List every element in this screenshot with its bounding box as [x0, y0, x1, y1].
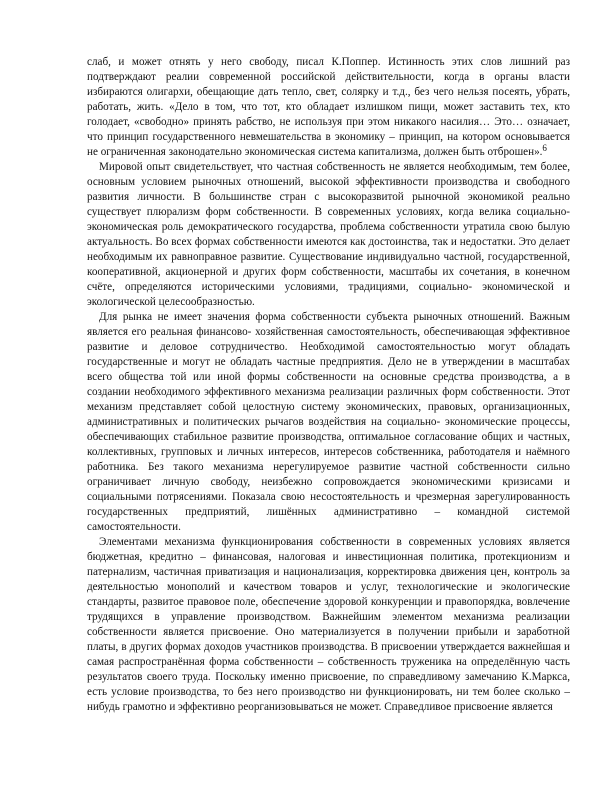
footnote-marker[interactable]: 6 — [542, 143, 547, 153]
paragraph-2: Мировой опыт свидетельствует, что частная собственность не является необходимым, тем более, основным условием рыночных отношений, высокой эффективности производства и свободного развития личности. В большинстве стран с высокоразвитой рыночной экономикой реально существует плюрализм форм собственности. В современных условиях, когда велика социально-экономическая роль демократического государства, проблема собственности утратила свою былую актуальность. Во всех формах собственности имеются как достоинства, так и недостатки. Это делает необходимым их равноправное развитие. Существование индивидуально частной, государственной, кооперативной, акционерной и других форм собственности, масштабы их сочетания, в конечном счёте, определяются историческими условиями, традициями, социально- экономической и экологической целесообразностью. — [87, 161, 570, 308]
paragraph-4: Элементами механизма функционирования собственности в современных условиях является бюджетная, кредитно – финансовая, налоговая и инвестиционная политика, протекционизм и патернализм, частичная приватизация и национализация, корректировка движения цен, контроль за деятельностью монополий и качеством товаров и услуг, технологические и экологические стандарты, развитое правовое поле, обеспечение здоровой конкуренции и правопорядка, вовлечение трудящихся в управление производством. Важнейшим элементом механизма реализации собственности является присвоение. Оно материализуется в получении прибыли и заработной платы, в других формах доходов участников производства. В присвоении утверждается важнейшая и самая распространённая форма собственности – собственность труженика на определённую часть результатов своего труда. Поскольку именно присвоение, по справедливому замечанию К.Маркса, есть условие производства, то без него производство ни функционировать, ни тем более сколько – нибудь грамотно и эффективно реорганизовываться не может. Справедливое присвоение является — [87, 536, 570, 713]
paragraph-1-text: слаб, и может отнять у него свободу, писал К.Поппер. Истинность этих слов лишний раз подтверждают реалии современной российской действительности, когда в органы власти избираются олигархи, обещающие дать тепло, свет, солярку и т.д., без чего нельзя посеять, убрать, работать, жить. «Дело в том, что тот, кто обладает излишком пищи, может заставить тех, кто голодает, «свободно» принять рабство, не используя при этом никакого насилия… Это… означает, что принцип государственного невмешательства в экономику – принцип, на котором основывается не ограниченная законодательно экономическая система капитализма, должен быть отброшен». — [87, 56, 570, 158]
paragraph-3: Для рынка не имеет значения форма собственности субъекта рыночных отношений. Важным является его реальная финансово- хозяйственная самостоятельность, обеспечивающая эффективное развитие и деловое сотрудничество. Необходимой самостоятельностью могут обладать государственные и могут не обладать частные предприятия. Дело не в утверждении в масштабах всего общества той или иной формы собственности на основные средства производства, а в создании необходимого эффективного механизма реализации различных форм собственности. Этот механизм представляет собой целостную систему экономических, правовых, организационных, административных и политических рычагов воздействия на социально- экономические процессы, обеспечивающих стабильное развитие производства, оптимальное согласование общих и частных, коллективных, групповых и личных интересов, интересов собственника, работодателя и наёмного работника. Без такого механизма нерегулируемое развитие частной собственности сильно ограничивает личную свободу, неизбежно сопровождается экономическими кризисами и социальными потрясениями. Показала свою несостоятельность и чрезмерная зарегулированность государственных предприятий, лишённых административно – командной системой самостоятельности. — [87, 311, 570, 533]
paragraph-1 — [87, 55, 570, 160]
